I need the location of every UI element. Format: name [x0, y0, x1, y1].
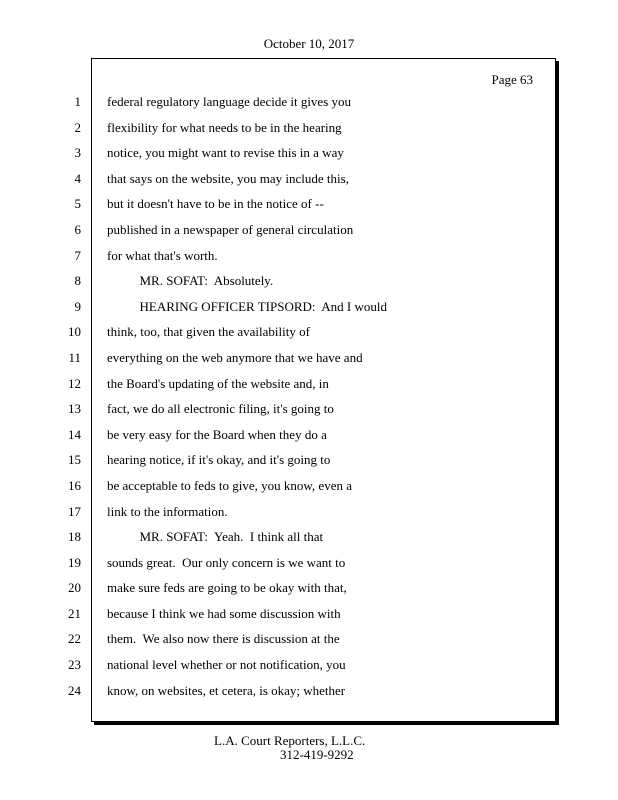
- line-number: 20: [68, 580, 81, 596]
- line-number: 13: [68, 401, 81, 417]
- transcript-line: MR. SOFAT: Yeah. I think all that: [107, 529, 324, 545]
- transcript-line: notice, you might want to revise this in a way: [107, 145, 344, 161]
- transcript-line: hearing notice, if it's okay, and it's going to: [107, 452, 331, 468]
- page-number: Page 63: [491, 72, 533, 87]
- transcript-line: MR. SOFAT: Absolutely.: [107, 273, 274, 289]
- transcript-line: be very easy for the Board when they do a: [107, 426, 327, 442]
- transcript-line: know, on websites, et cetera, is okay; whether: [107, 682, 346, 698]
- line-number: 1: [74, 94, 81, 109]
- footer-company: L.A. Court Reporters, L.L.C.: [214, 733, 366, 748]
- line-number: 21: [68, 605, 81, 621]
- line-number: 8: [74, 273, 81, 289]
- line-number: 10: [68, 324, 81, 340]
- line-number: 19: [68, 554, 81, 570]
- transcript-line: link to the information.: [107, 503, 228, 519]
- transcript-line: HEARING OFFICER TIPSORD: And I would: [107, 298, 388, 314]
- transcript-line: national level whether or not notification, you: [107, 657, 346, 673]
- transcript-line: but it doesn't have to be in the notice of --: [107, 196, 324, 212]
- transcript-line: be acceptable to feds to give, you know, even a: [107, 477, 352, 493]
- line-number-column: [0, 92, 82, 706]
- footer-phone: 312-419-9292: [280, 747, 354, 762]
- transcript-line: because I think we had some discussion with: [107, 605, 341, 621]
- line-number: 5: [74, 196, 81, 212]
- transcript-line: for what that's worth.: [107, 247, 218, 263]
- transcript-line: think, too, that given the availability of: [107, 324, 310, 340]
- transcript-line: them. We also now there is discussion at the: [107, 631, 340, 647]
- transcript-line: that says on the website, you may include this,: [107, 170, 349, 186]
- line-number: 6: [74, 221, 81, 237]
- line-number: 3: [74, 145, 81, 161]
- line-number: 12: [68, 375, 81, 391]
- transcript-line: everything on the web anymore that we have and: [107, 349, 363, 365]
- transcript-line: the Board's updating of the website and, in: [107, 375, 329, 391]
- line-number: 11: [68, 349, 81, 365]
- line-number: 9: [74, 298, 81, 314]
- line-number: 15: [68, 452, 81, 468]
- line-number: 2: [74, 119, 81, 135]
- transcript-line: flexibility for what needs to be in the hearing: [107, 119, 342, 135]
- line-number: 17: [68, 503, 81, 519]
- transcript-line: sounds great. Our only concern is we want to: [107, 554, 346, 570]
- line-number: 23: [68, 657, 81, 673]
- transcript-line: make sure feds are going to be okay with that,: [107, 580, 347, 596]
- transcript-line: federal regulatory language decide it gives you: [107, 94, 352, 109]
- line-number: 18: [68, 529, 81, 545]
- line-number: 14: [68, 426, 81, 442]
- line-number: 7: [74, 247, 81, 263]
- transcript-line: fact, we do all electronic filing, it's going to: [107, 401, 334, 417]
- line-number: 4: [74, 170, 81, 186]
- line-number: 22: [68, 631, 81, 647]
- transcript-text: [107, 92, 547, 706]
- line-number: 24: [68, 682, 81, 698]
- line-number: 16: [68, 477, 81, 493]
- transcript-line: published in a newspaper of general circulation: [107, 221, 354, 237]
- header-date: October 10, 2017: [263, 36, 355, 51]
